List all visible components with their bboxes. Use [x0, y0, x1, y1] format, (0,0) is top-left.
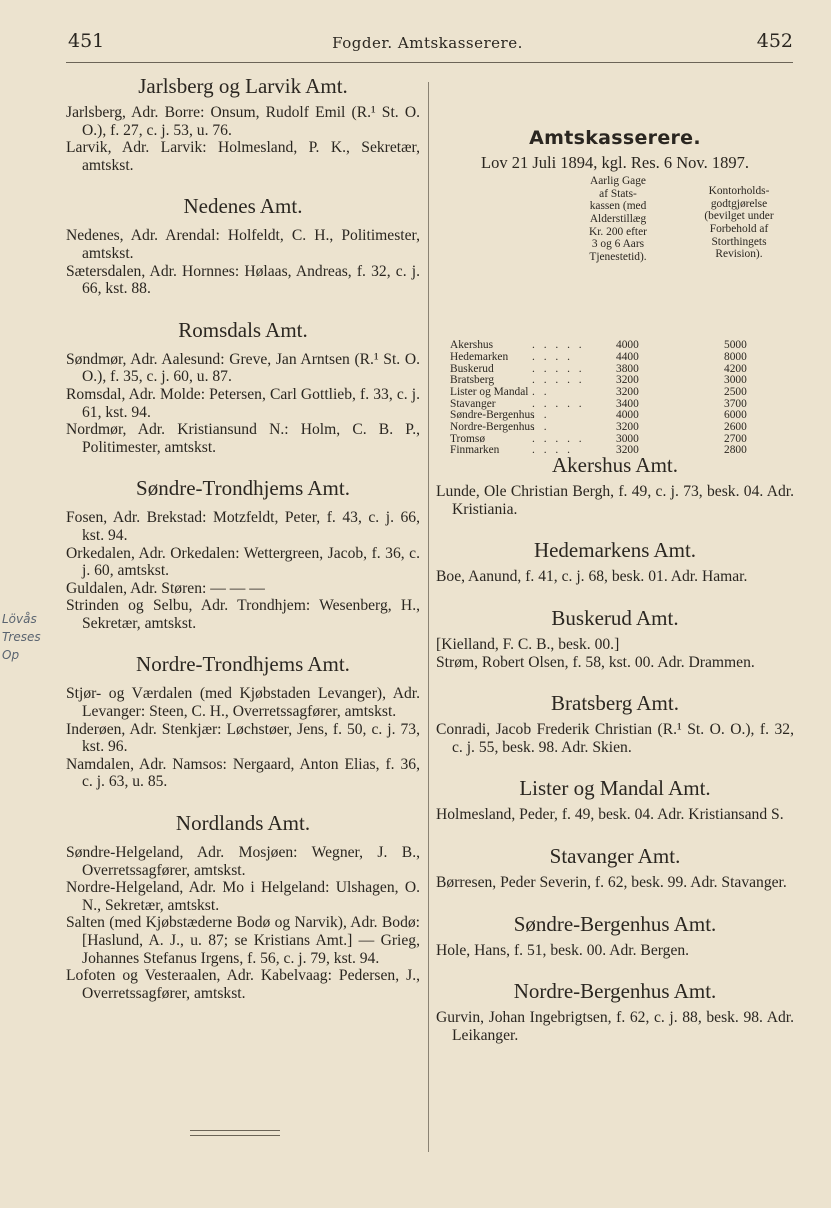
section-title: Stavanger Amt.: [549, 843, 681, 868]
amt-name: Nordre-Bergenhus: [450, 421, 535, 433]
section-title: Nordre-Trondhjems Amt.: [136, 652, 350, 677]
register-entry: Orkedalen, Adr. Orkedalen: Wettergreen, Jacob, f. 36, c. j. 60, amtskst.: [66, 544, 420, 580]
right-column: [436, 127, 794, 1044]
leader-dots: . .: [532, 385, 550, 398]
register-entry: Strøm, Robert Olsen, f. 58, kst. 00. Adr. Drammen.: [436, 653, 755, 671]
table-row: [436, 363, 794, 375]
leader-dots: . .: [532, 421, 550, 433]
register-entry: Sætersdalen, Adr. Hornnes: Hølaas, Andreas, f. 32, c. j. 66, kst. 88.: [66, 262, 420, 298]
law-reference: Lov 21 Juli 1894, kgl. Res. 6 Nov. 1897.: [481, 152, 749, 172]
leader-dots: . . . .: [532, 444, 573, 457]
table-row: [436, 421, 794, 433]
section-title: Nordre-Bergenhus Amt.: [513, 979, 717, 1004]
table-row: [436, 339, 794, 351]
section-title: Buskerud Amt.: [551, 605, 679, 630]
running-title: Fogder. Amtskasserere.: [332, 34, 523, 52]
register-entry: Strinden og Selbu, Adr. Trondhjem: Wesenberg, H., Sekretær, amtskst.: [66, 597, 420, 632]
gage-value: 4000: [616, 339, 639, 352]
table-header: [436, 175, 794, 339]
register-entry: Conradi, Jacob Frederik Christian (R.¹ St. O. O.), f. 32, c. j. 55, besk. 98. Adr. Skien.: [436, 721, 794, 756]
register-entry: Namdalen, Adr. Namsos: Nergaard, Anton Elias, f. 36, c. j. 63, u. 85.: [66, 755, 420, 791]
section-title: Akershus Amt.: [552, 453, 678, 478]
handwritten-margin-note: Lövås Treses Op: [2, 612, 41, 662]
leader-dots: . . . . .: [532, 374, 585, 387]
gage-value: 3200: [616, 374, 639, 387]
table-row: [436, 351, 794, 363]
gage-value: 3800: [616, 362, 639, 375]
amtskasserere-title: Amtskasserere.: [529, 127, 701, 149]
column-divider: [428, 82, 429, 1152]
leader-dots: . . . . .: [532, 362, 585, 375]
right-page-number: 452: [756, 30, 793, 52]
kontor-value: 3700: [724, 397, 747, 410]
table-row: [436, 433, 794, 445]
kontor-value: 8000: [724, 350, 747, 363]
register-entry: Gurvin, Johan Ingebrigtsen, f. 62, c. j. 88, besk. 98. Adr. Leikanger.: [436, 1009, 794, 1044]
table-row: [436, 409, 794, 421]
gage-value: 3400: [616, 397, 639, 410]
kontor-value: 6000: [724, 409, 747, 422]
amt-name: Finmarken: [450, 444, 500, 457]
amt-name: Tromsø: [450, 432, 486, 445]
leader-dots: . .: [532, 409, 550, 422]
running-header: [62, 30, 793, 56]
salary-table: [436, 175, 794, 457]
leader-dots: . . . . .: [532, 397, 585, 410]
register-entry: Larvik, Adr. Larvik: Holmesland, P. K., Sekretær, amtskst.: [66, 139, 420, 174]
gage-value: 3000: [616, 432, 639, 445]
register-entry: Nordmør, Adr. Kristiansund N.: Holm, C. B. P., Politimester, amtskst.: [66, 421, 420, 456]
right-sections: [436, 453, 794, 1044]
end-double-rule: [190, 1130, 280, 1136]
section-title: Nordlands Amt.: [175, 811, 311, 836]
kontor-value: 3000: [724, 374, 747, 387]
gage-value: 3200: [616, 385, 639, 398]
amt-name: Buskerud: [450, 362, 494, 375]
leader-dots: . . . .: [532, 350, 573, 363]
gage-value: 4000: [616, 409, 639, 422]
register-entry: Stjør- og Værdalen (med Kjøbstaden Levanger), Adr. Levanger: Steen, C. H., Overretssagfører, amtskst.: [66, 685, 420, 721]
kontor-value: 4200: [724, 362, 747, 375]
leader-dots: . . . . .: [532, 432, 585, 445]
register-entry: Holmesland, Peder, f. 49, besk. 04. Adr. Kristiansand S.: [436, 806, 784, 824]
header-rule: [66, 62, 793, 63]
kontor-value: 2700: [724, 432, 747, 445]
table-body: [436, 339, 794, 456]
amt-name: Lister og Mandal: [450, 385, 529, 398]
section-title: Romsdals Amt.: [178, 317, 308, 342]
section-title: Nedenes Amt.: [183, 194, 303, 219]
register-entry: Lofoten og Vesteraalen, Adr. Kabelvaag: Pedersen, J., Overretssagfører, amtskst.: [66, 967, 420, 1002]
section-title: Lister og Mandal Amt.: [519, 776, 711, 801]
register-entry: Guldalen, Adr. Støren: — — —: [66, 579, 265, 597]
kontor-value: 2800: [724, 444, 747, 457]
section-title: Bratsberg Amt.: [551, 691, 679, 716]
register-entry: Salten (med Kjøbstæderne Bodø og Narvik), Adr. Bodø: [Haslund, A. J., u. 87; se Kristians Amt.] — Grieg, Johannes Stefanus Irgens, f. 56, c. j. 79, kst. 94.: [66, 914, 420, 967]
amt-name: Bratsberg: [450, 374, 495, 387]
table-row: [436, 398, 794, 410]
kontor-value: 2500: [724, 385, 747, 398]
kontor-value: 2600: [724, 421, 747, 433]
register-entry: Nordre-Helgeland, Adr. Mo i Helgeland: Ulshagen, O. N., Sekretær, amtskst.: [66, 879, 420, 914]
left-column: [66, 74, 420, 1002]
amt-name: Akershus: [450, 339, 494, 352]
gage-value: 4400: [616, 350, 639, 363]
table-row: [436, 374, 794, 386]
register-entry: Inderøen, Adr. Stenkjær: Løchstøer, Jens, f. 50, c. j. 73, kst. 96.: [66, 720, 420, 756]
register-entry: Jarlsberg, Adr. Borre: Onsum, Rudolf Emil (R.¹ St. O. O.), f. 27, c. j. 53, u. 76.: [66, 104, 420, 139]
kontor-column-header: Kontorholds- godtgjørelse (bevilget under Forbehold af Storthingets Revision).: [704, 185, 774, 261]
register-entry: Søndmør, Adr. Aalesund: Greve, Jan Arntsen (R.¹ St. O. O.), f. 35, c. j. 60, u. 87.: [66, 350, 420, 386]
section-title: Søndre-Bergenhus Amt.: [513, 911, 717, 936]
register-entry: [Kielland, F. C. B., besk. 00.]: [436, 635, 620, 653]
amt-name: Søndre-Bergenhus: [450, 409, 535, 422]
register-entry: Fosen, Adr. Brekstad: Motzfeldt, Peter, f. 43, c. j. 66, kst. 94.: [66, 509, 420, 544]
register-entry: Søndre-Helgeland, Adr. Mosjøen: Wegner, J. B., Overretssagfører, amtskst.: [66, 844, 420, 879]
register-entry: Børresen, Peder Severin, f. 62, besk. 99. Adr. Stavanger.: [436, 873, 787, 891]
table-row: [436, 444, 794, 456]
gage-value: 3200: [616, 421, 639, 433]
left-page-number: 451: [68, 30, 105, 52]
section-title: Jarlsberg og Larvik Amt.: [138, 74, 348, 98]
kontor-value: 5000: [724, 339, 747, 352]
table-row: [436, 386, 794, 398]
gage-value: 3200: [616, 444, 639, 457]
section-title: Hedemarkens Amt.: [533, 538, 697, 563]
register-entry: Nedenes, Adr. Arendal: Holfeldt, C. H., Politimester, amtskst.: [66, 227, 420, 262]
amt-name: Stavanger: [450, 397, 496, 410]
section-title: Søndre-Trondhjems Amt.: [136, 476, 350, 501]
register-entry: Boe, Aanund, f. 41, c. j. 68, besk. 01. Adr. Hamar.: [436, 568, 748, 586]
amt-name: Hedemarken: [450, 350, 509, 363]
register-entry: Hole, Hans, f. 51, besk. 00. Adr. Bergen.: [436, 941, 690, 959]
register-entry: Romsdal, Adr. Molde: Petersen, Carl Gottlieb, f. 33, c. j. 61, kst. 94.: [66, 385, 420, 421]
register-entry: Lunde, Ole Christian Bergh, f. 49, c. j. 73, besk. 04. Adr. Kristiania.: [436, 483, 794, 518]
leader-dots: . . . . .: [532, 339, 585, 352]
gage-column-header: Aarlig Gage af Stats- kassen (med Alderstillæg Kr. 200 efter 3 og 6 Aars Tjenestetid).: [589, 175, 647, 263]
